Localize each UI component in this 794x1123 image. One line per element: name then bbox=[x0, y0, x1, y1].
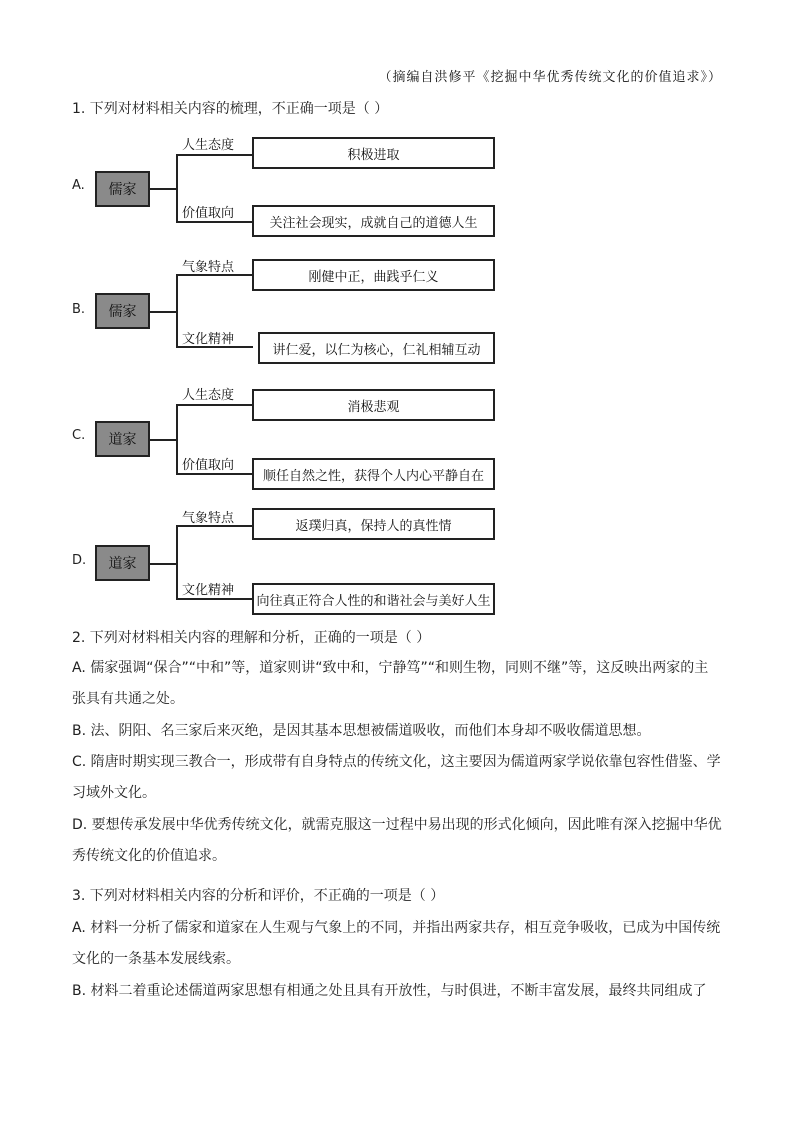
diagram-option-d bbox=[0, 507, 794, 615]
option-letter: B. bbox=[72, 302, 86, 317]
option-letter: C. bbox=[72, 428, 86, 443]
branch-label-bottom: 文化精神 bbox=[182, 583, 235, 598]
branch-label-bottom: 文化精神 bbox=[182, 332, 235, 347]
question-3-option-a: A. 材料一分析了儒家和道家在人生观与气象上的不同，并指出两家共存，相互竞争吸收，已成为中国传统文化的一条基本发展线索。 bbox=[72, 920, 721, 967]
question-1-stem: 1. 下列对材料相关内容的梳理，不正确一项是（ ） bbox=[72, 101, 389, 117]
leaf-box-top: 返璞归真，保持人的真性情 bbox=[252, 508, 495, 540]
question-2-stem: 2. 下列对材料相关内容的理解和分析，正确的一项是（ ） bbox=[72, 630, 431, 646]
root-node: 儒家 bbox=[95, 293, 150, 329]
leaf-box-top: 积极进取 bbox=[252, 137, 495, 169]
branch-label-top: 人生态度 bbox=[182, 388, 235, 403]
leaf-box-bottom: 讲仁爱，以仁为核心，仁礼相辅互动 bbox=[258, 332, 495, 364]
question-3-stem: 3. 下列对材料相关内容的分析和评价，不正确的一项是（ ） bbox=[72, 888, 445, 904]
branch-label-bottom: 价值取向 bbox=[182, 206, 235, 221]
root-node: 儒家 bbox=[95, 171, 150, 207]
option-letter: D. bbox=[72, 553, 87, 568]
question-2-option-a: A. 儒家强调“保合”“中和”等，道家则讲“致中和，宁静笃”“和则生物，同则不继”等，这反映出两家的主张具有共通之处。 bbox=[72, 660, 709, 707]
diagram-option-a bbox=[0, 132, 794, 240]
branch-label-bottom: 价值取向 bbox=[182, 458, 235, 473]
source-note: （摘编自洪修平《挖掘中华优秀传统文化的价值追求》） bbox=[378, 70, 722, 85]
question-2-option-b: B. 法、阴阳、名三家后来灭绝，是因其基本思想被儒道吸收，而他们本身却不吸收儒道思想。 bbox=[72, 723, 651, 739]
leaf-box-top: 消极悲观 bbox=[252, 389, 495, 421]
leaf-box-bottom: 关注社会现实，成就自己的道德人生 bbox=[252, 205, 495, 237]
diagram-option-c bbox=[0, 384, 794, 492]
branch-label-top: 气象特点 bbox=[182, 511, 235, 526]
question-2-option-d: D. 要想传承发展中华优秀传统文化，就需克服这一过程中易出现的形式化倾向，因此唯有深入挖掘中华优秀传统文化的价值追求。 bbox=[72, 817, 722, 864]
diagram-option-b bbox=[0, 256, 794, 364]
branch-label-top: 人生态度 bbox=[182, 138, 235, 153]
leaf-box-top: 刚健中正，曲践乎仁义 bbox=[252, 259, 495, 291]
root-node: 道家 bbox=[95, 421, 150, 457]
branch-label-top: 气象特点 bbox=[182, 260, 235, 275]
leaf-box-bottom: 顺任自然之性，获得个人内心平静自在 bbox=[252, 458, 495, 490]
question-3-option-b: B. 材料二着重论述儒道两家思想有相通之处且具有开放性，与时俱进，不断丰富发展，最终共同组成了 bbox=[72, 983, 707, 999]
leaf-box-bottom: 向往真正符合人性的和谐社会与美好人生 bbox=[252, 583, 495, 615]
root-node: 道家 bbox=[95, 545, 150, 581]
question-2-option-c: C. 隋唐时期实现三教合一，形成带有自身特点的传统文化，这主要因为儒道两家学说依靠包容性借鉴、学习域外文化。 bbox=[72, 754, 721, 801]
option-letter: A. bbox=[72, 178, 85, 193]
